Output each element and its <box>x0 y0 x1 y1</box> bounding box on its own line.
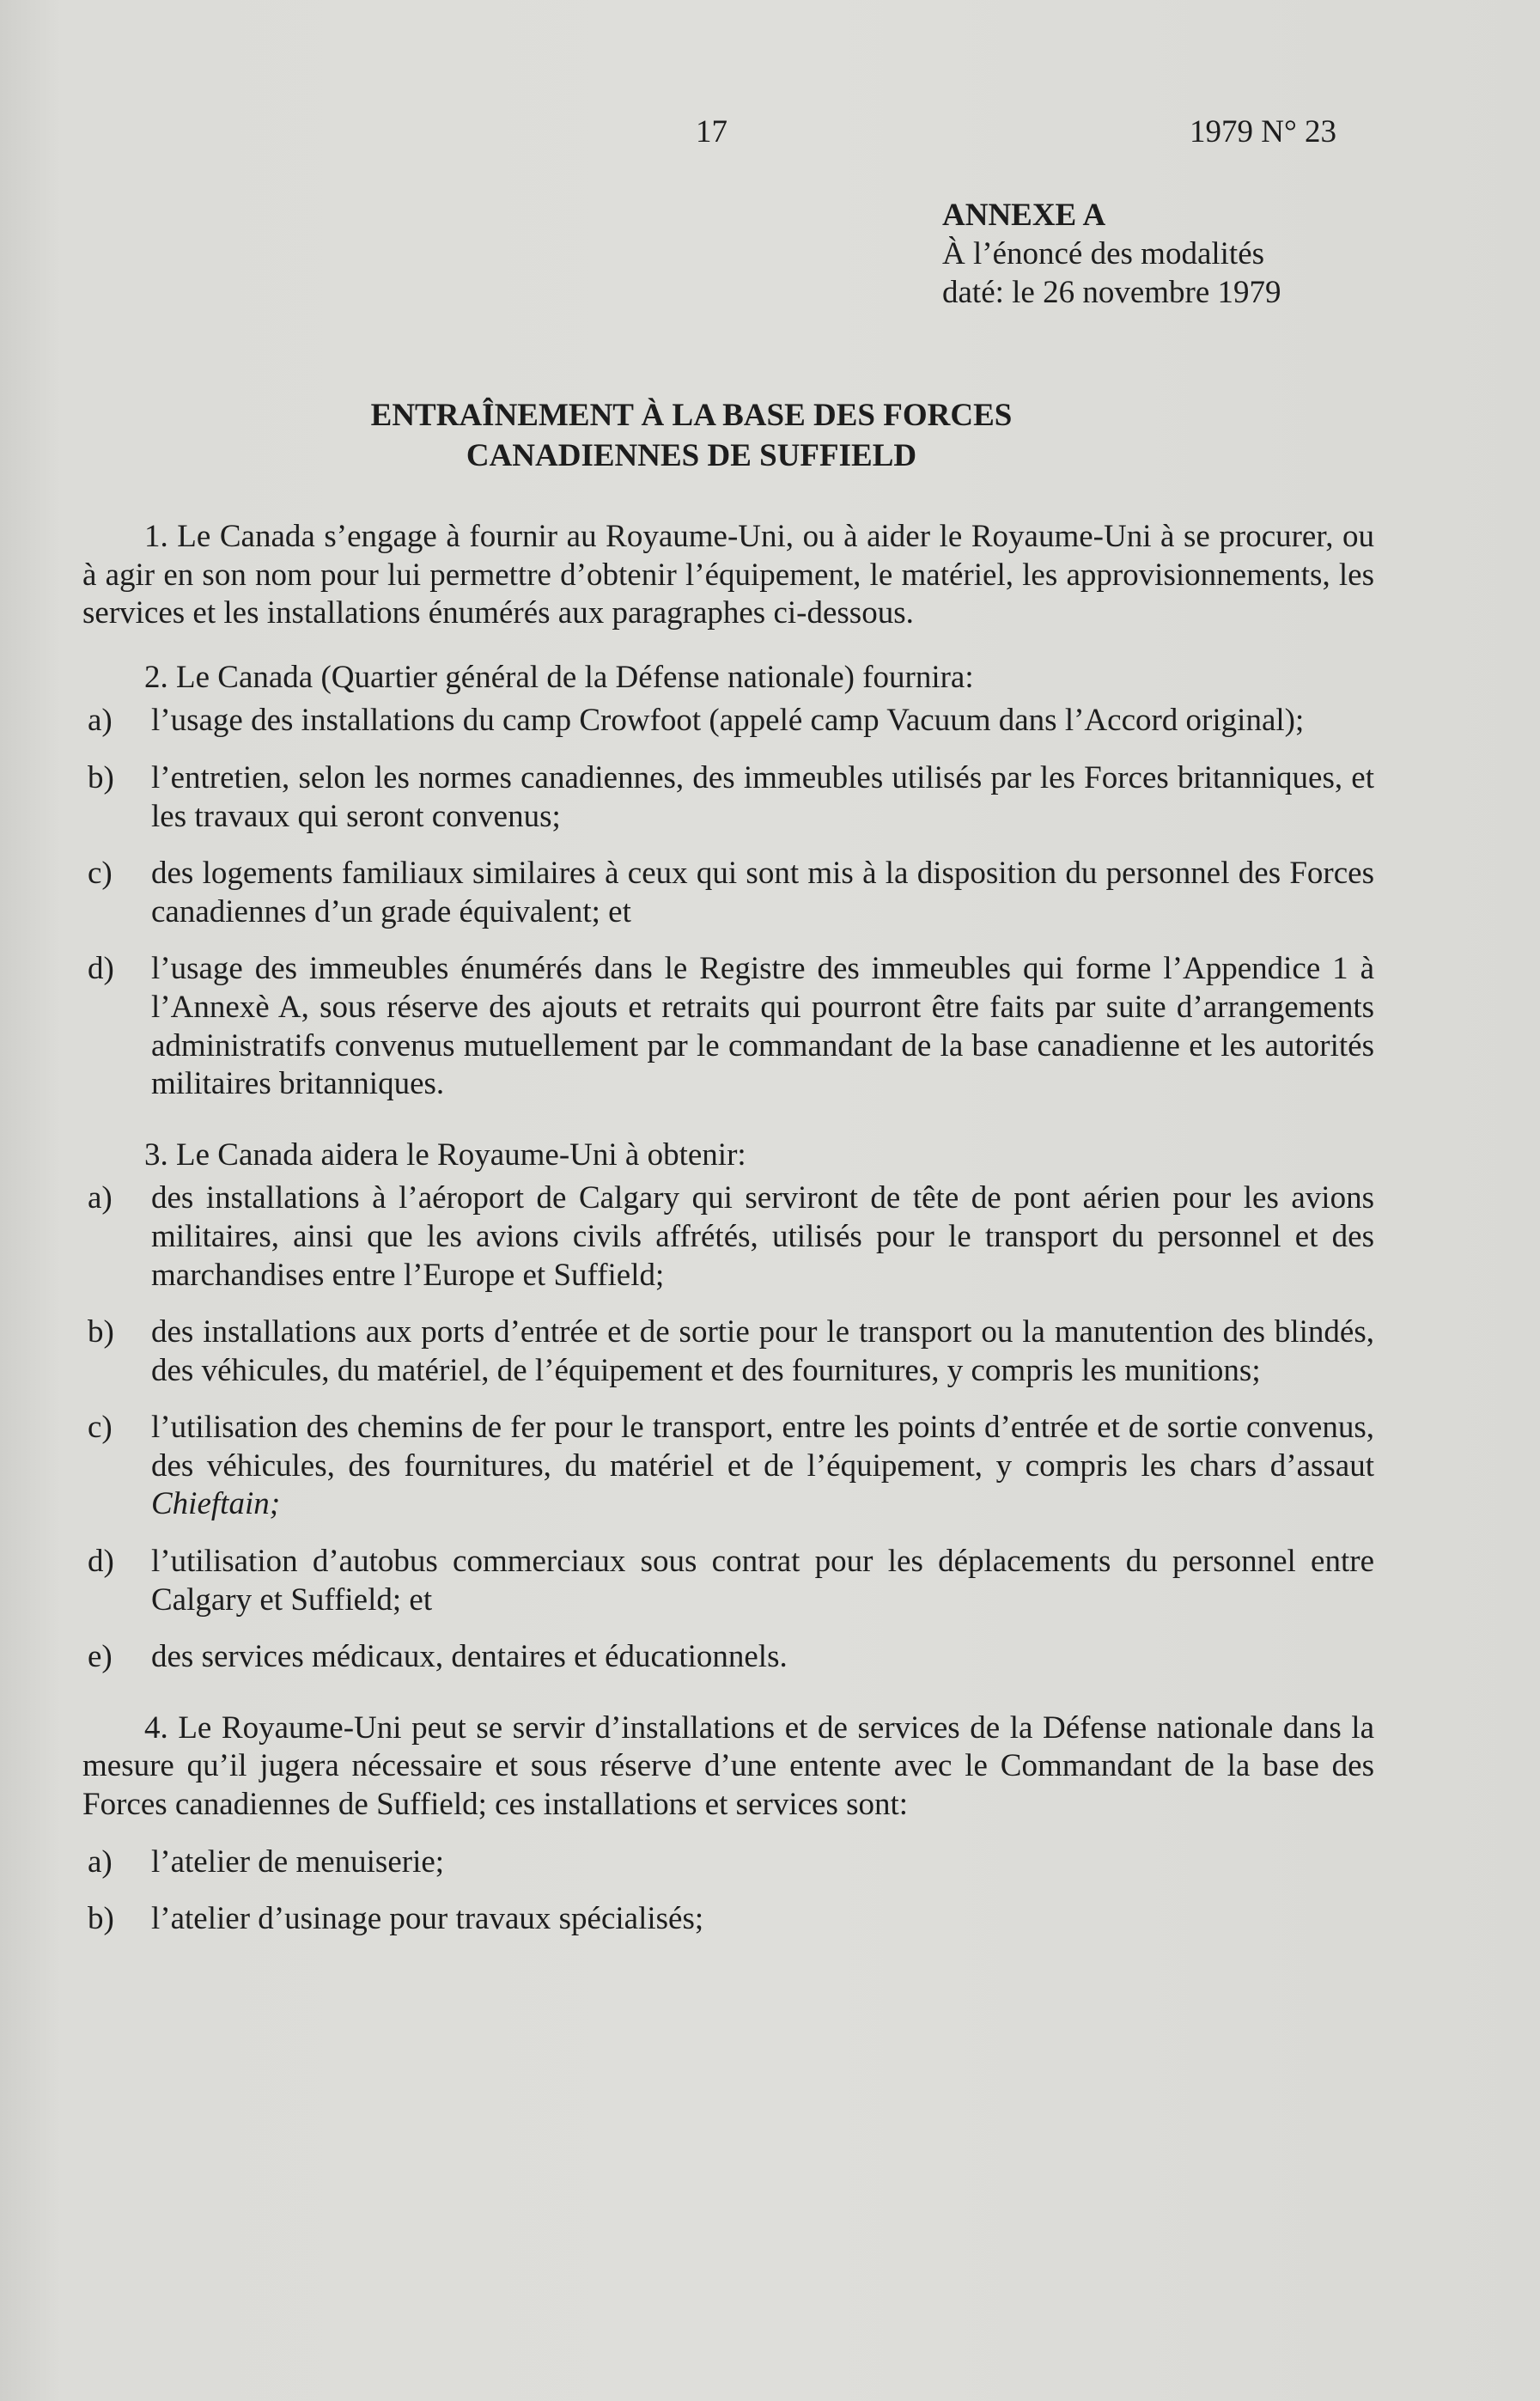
list-marker: a) <box>88 1180 113 1216</box>
list-item <box>82 702 1374 740</box>
title-line-1: ENTRAÎNEMENT À LA BASE DES FORCES <box>370 398 1013 433</box>
list-marker: d) <box>88 1544 114 1580</box>
page-number: 17 <box>696 114 727 149</box>
list-item-text: des logements familiaux similaires à ceux qui sont mis à la disposition du personnel des Forces canadiennes d’un grade équivalent; et <box>151 856 1374 929</box>
list-marker: d) <box>88 951 114 987</box>
list-item-text: des installations à l’aéroport de Calgary qui serviront de tête de pont aérien pour les avions militaires, ainsi que les avions civils affrétés, utilisés pour le transport du personnel et des marchandises entre l’Europe et Suffield; <box>151 1180 1374 1293</box>
list-item <box>82 1638 1374 1677</box>
list-item <box>82 1843 1374 1882</box>
paragraph-4: 4. Le Royaume-Uni peut se servir d’installations et de services de la Défense nationale dans la mesure qu’il jugera nécessaire et sous réserve d’une entente avec le Commandant de la base des Forces canadiennes de Suffield; ces installations et services sont: <box>82 1709 1374 1823</box>
year-number: 1979 N° 23 <box>1190 114 1337 149</box>
list-item <box>82 950 1374 1103</box>
list-marker: b) <box>88 1314 114 1350</box>
document-title <box>258 395 1125 476</box>
annex-heading <box>942 196 1281 312</box>
list-marker: c) <box>88 1410 113 1446</box>
list-marker: e) <box>88 1639 113 1675</box>
list-item-text: l’usage des immeubles énumérés dans le Registre des immeubles qui forme l’Appendice 1 à l’Annexè A, sous réserve des ajouts et retraits qui pourront être faits par suite d’arrangements administratifs convenus mutuellement par le commandant de la base canadienne et les autorités militaires britanniques. <box>151 951 1374 1102</box>
list-item-text: des services médicaux, dentaires et éducationnels. <box>151 1639 788 1675</box>
paragraph-1: 1. Le Canada s’engage à fournir au Royaume-Uni, ou à aider le Royaume-Uni à se procurer, ou à agir en son nom pour lui permettre d’obtenir l’équipement, le matériel, les approvisionnements, les services et les installations énumérés aux paragraphes ci-dessous. <box>82 519 1374 631</box>
list-paragraph-4 <box>82 1843 1374 1939</box>
document-body <box>82 518 1374 1971</box>
paragraph-2: 2. Le Canada (Quartier général de la Défense nationale) fournira: <box>144 659 974 695</box>
list-item-text: l’utilisation d’autobus commerciaux sous contrat pour les déplacements du personnel entre Calgary et Suffield; et <box>151 1544 1374 1618</box>
list-paragraph-2 <box>82 702 1374 1103</box>
list-marker: b) <box>88 759 114 795</box>
list-marker: a) <box>88 1843 113 1880</box>
annex-line-2: daté: le 26 novembre 1979 <box>942 275 1281 310</box>
paragraph-3: 3. Le Canada aidera le Royaume-Uni à obtenir: <box>144 1137 746 1173</box>
list-item <box>82 855 1374 931</box>
list-item-text <box>151 1409 1374 1524</box>
list-item <box>82 1900 1374 1939</box>
list-item-text-main: l’utilisation des chemins de fer pour le transport, entre les points d’entrée et de sortie convenus, des véhicules, des fournitures, du matériel et de l’équipement, y compris les chars d’assaut <box>151 1410 1374 1484</box>
title-line-2: CANADIENNES DE SUFFIELD <box>466 438 917 473</box>
list-marker: a) <box>88 703 113 739</box>
annex-line-1: À l’énoncé des modalités <box>942 236 1265 271</box>
list-item-text: l’usage des installations du camp Crowfoot (appelé camp Vacuum dans l’Accord original); <box>151 703 1305 739</box>
list-item-text: l’atelier d’usinage pour travaux spécialisés; <box>151 1901 704 1937</box>
annex-title: ANNEXE A <box>942 198 1106 233</box>
list-item <box>82 1313 1374 1390</box>
tank-name-italic: Chieftain; <box>151 1486 281 1522</box>
list-item <box>82 759 1374 836</box>
list-item <box>82 1543 1374 1619</box>
list-marker: c) <box>88 856 113 892</box>
list-item <box>82 1179 1374 1295</box>
list-paragraph-3 <box>82 1179 1374 1677</box>
list-item-text: l’atelier de menuiserie; <box>151 1843 445 1880</box>
list-item-text: des installations aux ports d’entrée et de sortie pour le transport ou la manutention des blindés, des véhicules, du matériel, de l’équipement et des fournitures, y compris les munitions; <box>151 1314 1374 1388</box>
list-item <box>82 1409 1374 1524</box>
list-marker: b) <box>88 1901 114 1937</box>
list-item-text: l’entretien, selon les normes canadiennes, des immeubles utilisés par les Forces britanniques, et les travaux qui seront convenus; <box>151 759 1374 834</box>
